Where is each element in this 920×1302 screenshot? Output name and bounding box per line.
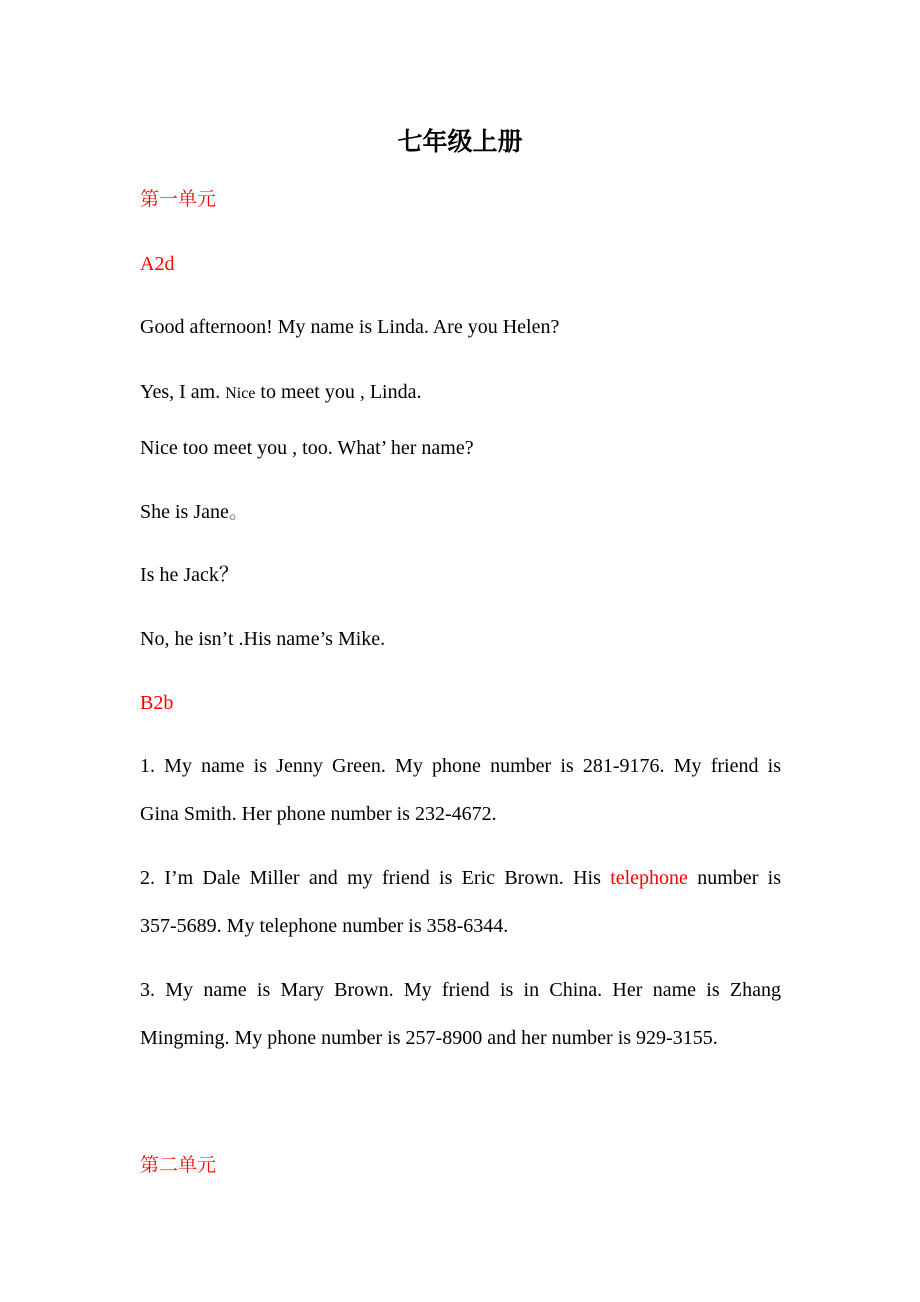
dialog-line: Is he Jack？ bbox=[140, 564, 239, 586]
paragraph-line: Mingming. My phone number is 257-8900 and her number is 929-3155. bbox=[140, 1027, 718, 1049]
text: to meet you , Linda. bbox=[255, 381, 422, 403]
paragraph-line bbox=[140, 866, 781, 890]
text: Yes, I am. bbox=[140, 381, 226, 403]
dialog-line bbox=[140, 500, 249, 524]
dialog-line: No, he isn’t .His name’s Mike. bbox=[140, 628, 386, 650]
highlight-word: telephone bbox=[610, 867, 688, 889]
dialog-line bbox=[140, 380, 421, 406]
text: 。 bbox=[228, 501, 249, 523]
paragraph-line: Gina Smith. Her phone number is 232-4672. bbox=[140, 803, 497, 825]
page-title: 七年级上册 bbox=[397, 127, 523, 156]
dialog-line: Nice too meet you , too. What’ her name? bbox=[140, 437, 474, 459]
unit2-heading: 第二单元 bbox=[140, 1154, 217, 1176]
dialog-line: Good afternoon! My name is Linda. Are you Helen? bbox=[140, 316, 560, 338]
paragraph-line: 357-5689. My telephone number is 358-6344. bbox=[140, 915, 509, 937]
text: number is bbox=[687, 867, 782, 889]
section-b2b-label: B2b bbox=[140, 692, 174, 714]
paragraph-line: 3. My name is Mary Brown. My friend is in China. Her name is Zhang bbox=[140, 979, 781, 1001]
text: She is Jane bbox=[140, 501, 229, 523]
text: 2. I’m Dale Miller and my friend is Eric Brown. His bbox=[140, 867, 611, 889]
text: Nice bbox=[225, 385, 256, 402]
section-a2d-label: A2d bbox=[140, 253, 175, 275]
unit1-heading: 第一单元 bbox=[140, 188, 217, 210]
paragraph-line: 1. My name is Jenny Green. My phone number is 281-9176. My friend is bbox=[140, 755, 781, 777]
